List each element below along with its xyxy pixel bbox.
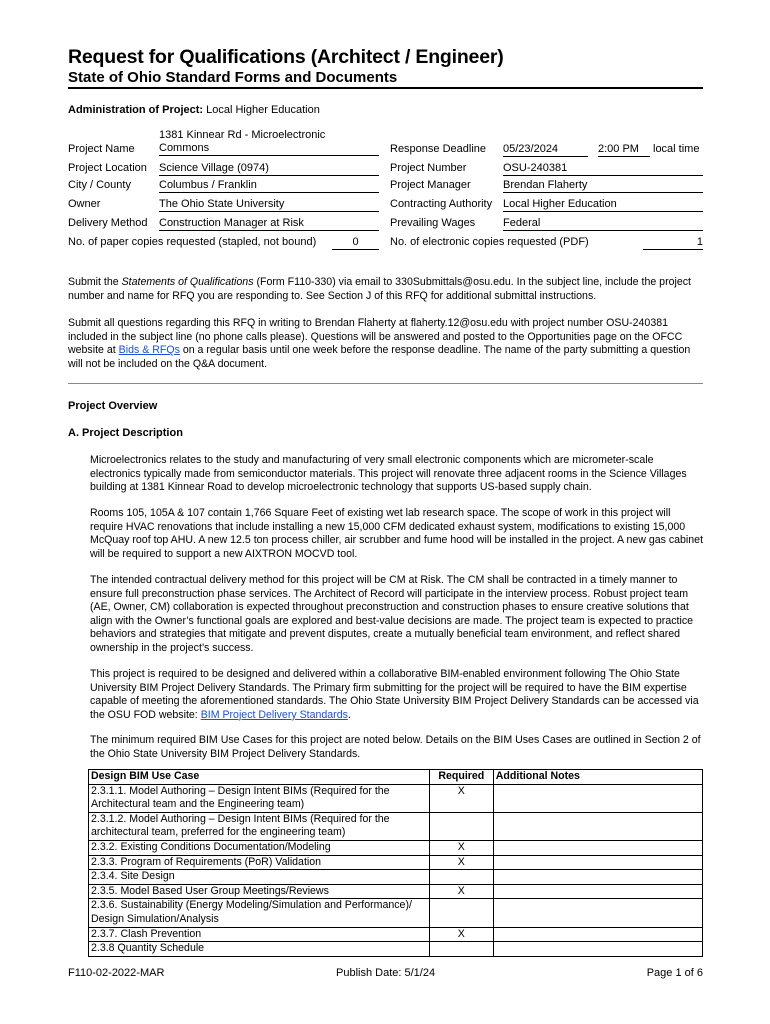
- paper-copies-value: 0: [332, 236, 379, 250]
- header-use-case: Design BIM Use Case: [89, 770, 430, 785]
- electronic-copies-label: No. of electronic copies requested (PDF): [390, 236, 589, 248]
- project-number-label: Project Number: [390, 162, 467, 174]
- delivery-method-value: Construction Manager at Risk: [159, 217, 379, 231]
- project-name-line1: 1381 Kinnear Rd - Microelectronic: [159, 129, 326, 141]
- questions-instructions: Submit all questions regarding this RFQ in writing to Brendan Flaherty at flaherty.12@osu.edu with project number OSU-240381 included in the subject line (no phone calls please). Questions will be answered and posted to the Opportunities page on the OFCC website at Bids & RFQs on a regular basis until one week before the response deadline. The name of the party submitting a question will not be included on the Q&A document.: [68, 317, 691, 370]
- delivery-method-label: Delivery Method: [68, 217, 148, 229]
- footer-form-number: F110-02-2022-MAR: [68, 967, 165, 979]
- bids-rfqs-link[interactable]: Bids & RFQs: [118, 344, 180, 357]
- city-county-label: City / County: [68, 179, 131, 191]
- owner-label: Owner: [68, 198, 101, 210]
- project-location-value: Science Village (0974): [159, 162, 379, 176]
- response-deadline-suffix: local time: [653, 143, 700, 155]
- page-title: Request for Qualifications (Architect / Engineer): [68, 46, 504, 68]
- table-row: 2.3.4. Site Design: [89, 870, 703, 885]
- statements-italic: Statements of Qualifications: [121, 276, 254, 288]
- header-notes: Additional Notes: [493, 770, 702, 785]
- description-paragraph-5: The minimum required BIM Use Cases for this project are noted below. Details on the BIM Uses Cases are outlined in Section 2 of the Ohio State University BIM Project Delivery Standards.: [90, 734, 701, 760]
- project-overview-heading: Project Overview: [68, 400, 158, 412]
- project-manager-label: Project Manager: [390, 179, 471, 191]
- table-row: 2.3.2. Existing Conditions Documentation/Modeling X: [89, 840, 703, 855]
- administration-value: Local Higher Education: [206, 104, 320, 116]
- administration-label: Administration of Project:: [68, 104, 204, 116]
- project-location-label: Project Location: [68, 162, 147, 174]
- bim-standards-link[interactable]: BIM Project Delivery Standards: [200, 708, 348, 721]
- title-divider: [68, 87, 703, 89]
- submittal-instructions: Submit the Statements of Qualifications (Form F110-330) via email to 330Submittals@osu.edu. In the subject line, include the project number and name for RFQ you are responding to. See Section J of this RFQ for additional submittal instructions.: [68, 276, 691, 302]
- bim-use-case-table: [88, 769, 703, 957]
- response-deadline-date: 05/23/2024: [503, 143, 588, 157]
- section-divider: [68, 383, 703, 384]
- contracting-authority-label: Contracting Authority: [390, 198, 493, 210]
- table-row: 2.3.7. Clash Prevention X: [89, 927, 703, 942]
- footer-publish-date: Publish Date: 5/1/24: [336, 967, 436, 979]
- response-deadline-label: Response Deadline: [390, 143, 487, 155]
- prevailing-wages-value: Federal: [503, 217, 703, 231]
- response-deadline-time: 2:00 PM: [598, 143, 650, 157]
- paper-copies-label: No. of paper copies requested (stapled, not bound): [68, 236, 317, 248]
- footer-page-number: Page 1 of 6: [646, 967, 703, 979]
- table-row: 2.3.1.2. Model Authoring – Design Intent BIMs (Required for the architectural team, preferred for the engineering team): [89, 812, 703, 840]
- project-number-value: OSU-240381: [503, 162, 703, 176]
- project-name-label: Project Name: [68, 143, 135, 155]
- table-header-row: [89, 770, 703, 785]
- prevailing-wages-label: Prevailing Wages: [390, 217, 476, 229]
- owner-value: The Ohio State University: [159, 198, 379, 212]
- project-manager-value: Brendan Flaherty: [503, 179, 703, 193]
- administration-line: [68, 104, 320, 116]
- description-paragraph-2: Rooms 105, 105A & 107 contain 1,766 Square Feet of existing wet lab research space. The scope of work in this project will require HVAC renovations that include installing a new 15,000 CFM dedicated exhaust system, modifications to existing 15,000 McQuay roof top AHU. A new 12.5 ton process chiller, air scrubber and fume hood will be installed in the project. A new gas cabinet will be required to support a new AIXTRON MOCVD tool.: [90, 507, 704, 560]
- header-required: Required: [429, 770, 493, 785]
- project-name-line2: Commons: [159, 142, 379, 156]
- project-name-field: [159, 129, 379, 156]
- description-paragraph-1: Microelectronics relates to the study and manufacturing of very small electronic components which are micrometer-scale electronics typically made from semiconductor materials. This project will renovate three adjacent rooms in the Science Villages building at 1381 Kinnear Road to develop microelectronic technology that supports US-based supply chain.: [90, 454, 687, 494]
- table-row: 2.3.8 Quantity Schedule: [89, 942, 703, 957]
- table-row: 2.3.1.1. Model Authoring – Design Intent BIMs (Required for the Architectural team and the Engineering team) X: [89, 784, 703, 812]
- table-row: 2.3.6. Sustainability (Energy Modeling/Simulation and Performance)/ Design Simulation/Analysis: [89, 899, 703, 927]
- electronic-copies-value: 1: [643, 236, 703, 250]
- contracting-authority-value: Local Higher Education: [503, 198, 703, 212]
- description-paragraph-4: This project is required to be designed and delivered within a collaborative BIM-enabled environment following The Ohio State University BIM Project Delivery Standards. The Primary firm submitting for the project will be required to have the BIM expertise capable of meeting the aforementioned standards. The Ohio State University BIM Project Delivery Standards can be accessed via the OSU FOD website: BIM Project Delivery Standards.: [90, 668, 699, 721]
- table-row: 2.3.5. Model Based User Group Meetings/Reviews X: [89, 884, 703, 899]
- page-subtitle: State of Ohio Standard Forms and Documents: [68, 69, 398, 86]
- table-row: 2.3.3. Program of Requirements (PoR) Validation X: [89, 855, 703, 870]
- description-paragraph-3: The intended contractual delivery method for this project will be CM at Risk. The CM shall be contracted in a timely manner to ensure full preconstruction phase services. The Architect of Record will participate in the interview process. Robust project team (AE, Owner, CM) collaboration is expected throughout preconstruction and construction phases to ensure creative solutions that align with the Owner’s functional goals are explored and best-value decisions are made. The project team is expected to practice behaviors and strategies that mitigate and prevent disputes, create a mutually beneficial team environment, and reflect shared ownership in the project’s success.: [90, 574, 694, 654]
- section-a-heading: A. Project Description: [68, 427, 183, 439]
- city-county-value: Columbus / Franklin: [159, 179, 379, 193]
